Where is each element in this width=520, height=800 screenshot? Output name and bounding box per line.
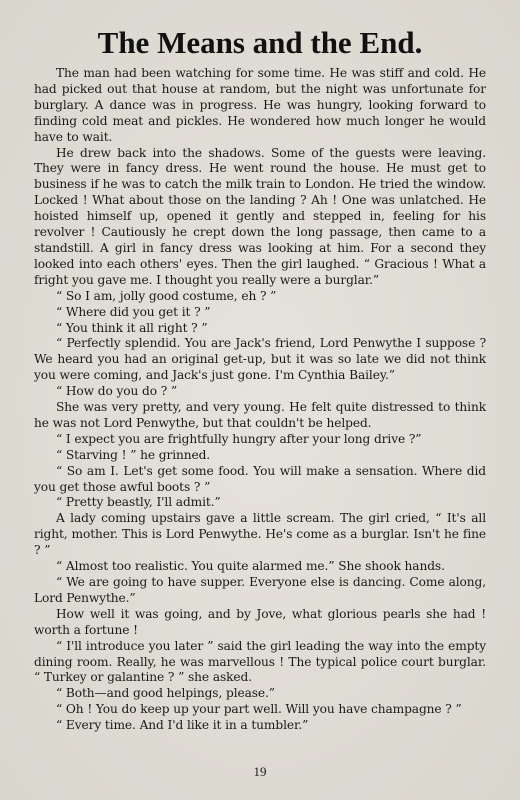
paragraph: “ So I am, jolly good costume, eh ? ” <box>56 288 277 303</box>
paragraph: “ You think it all right ? ” <box>56 320 208 335</box>
paragraph: “ Oh ! You do keep up your part well. Will you have champagne ? ” <box>56 702 462 717</box>
paragraph: How well it was going, and by Jove, what glorious pearls she had ! worth a fortune ! <box>34 606 486 637</box>
paragraph: “ I'll introduce you later ” said the girl leading the way into the empty dining room. Really, he was marvellous ! The typical police court burglar. “ Turkey or galantine ? ” she asked. <box>34 638 486 685</box>
page-number: 19 <box>253 764 267 779</box>
paragraph: “ Every time. And I'd like it in a tumbler.” <box>56 718 309 733</box>
paragraph: “ I expect you are frightfully hungry after your long drive ?” <box>56 431 422 446</box>
paragraph: “ Where did you get it ? ” <box>56 304 211 319</box>
paragraph: “ Pretty beastly, I'll admit.” <box>56 495 221 510</box>
paragraph: “ Both—and good helpings, please.” <box>56 686 275 701</box>
story-body <box>34 66 486 734</box>
paragraph: A lady coming upstairs gave a little scream. The girl cried, “ It's all right, mother. This is Lord Penwythe. He's come as a burglar. Isn't he fine ? ” <box>34 511 486 558</box>
paragraph: “ Almost too realistic. You quite alarmed me.” She shook hands. <box>56 559 445 574</box>
paragraph: “ How do you do ? ” <box>56 384 178 399</box>
paragraph: “ So am I. Let's get some food. You will make a sensation. Where did you get those awful boots ? ” <box>34 463 486 494</box>
story-title: The Means and the End. <box>97 25 423 60</box>
paragraph: She was very pretty, and very young. He felt quite distressed to think he was not Lord Penwythe, but that couldn't be helped. <box>34 400 486 430</box>
paragraph: “ We are going to have supper. Everyone else is dancing. Come along, Lord Penwythe.” <box>34 575 486 605</box>
paragraph: “ Perfectly splendid. You are Jack's friend, Lord Penwythe I suppose ? We heard you had an original get-up, but it was so late we did not think you were coming, and Jack's just gone. I'm Cynthia Bailey.” <box>34 336 486 383</box>
paragraph: The man had been watching for some time. He was stiff and cold. He had picked out that house at random, but the night was unfortunate for burglary. A dance was in progress. He was hungry, looking forward to finding cold meat and pickles. He wondered how much longer he would have to wait. <box>34 66 486 144</box>
paragraph: He drew back into the shadows. Some of the guests were leaving. They were in fancy dress. He went round the house. He must get to business if he was to catch the milk train to London. He tried the window. Locked ! What about those on the landing ? Ah ! One was unlatched. He hoisted himself up, opened it gently and stepped in, feeling for his revolver ! Cautiously he crept down the long passage, then came to a standstill. A girl in fancy dress was looking at him. For a second they looked into each others' eyes. Then the girl laughed. “ Gracious ! What a fright you gave me. I thought you really were a burglar.” <box>34 145 486 287</box>
paragraph: “ Starving ! ” he grinned. <box>56 447 211 462</box>
